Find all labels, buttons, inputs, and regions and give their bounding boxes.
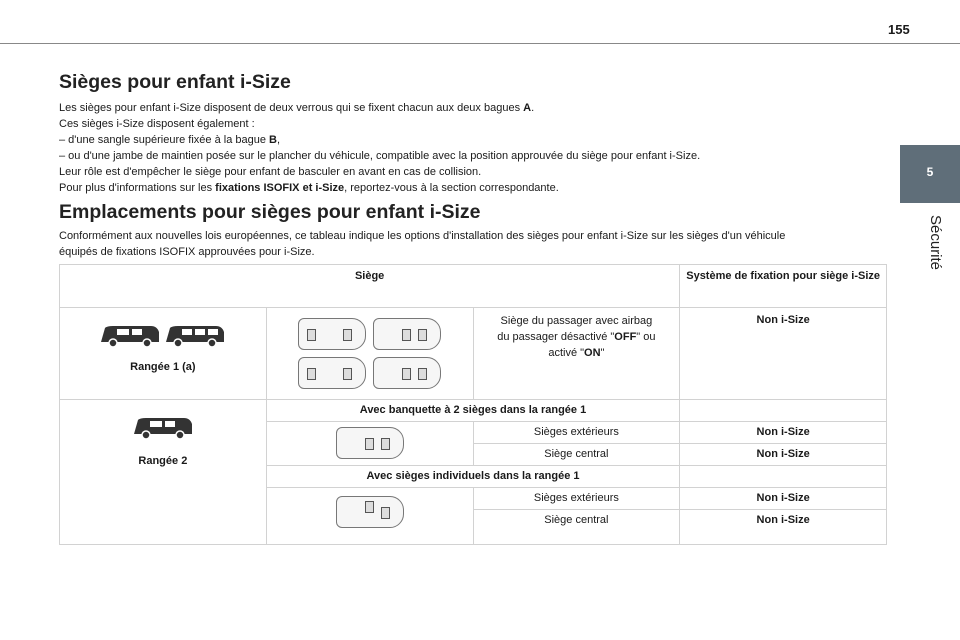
group2-outer-value: Non i-Size — [680, 488, 887, 510]
row1-label-cell — [60, 308, 267, 400]
seat-layout-icon — [298, 357, 366, 389]
row1-value: Non i-Size — [680, 308, 887, 400]
group2-title: Avec sièges individuels dans la rangée 1 — [266, 466, 680, 488]
row2-label: Rangée 2 — [138, 455, 188, 467]
section-locations-text — [59, 228, 879, 260]
group1-outer-label: Sièges extérieurs — [473, 422, 680, 444]
group2-center-label: Siège central — [473, 510, 680, 545]
text-line: – ou d'une jambe de maintien posée sur le plancher du véhicule, compatible avec la position approuvée du siège pour enfant i-Size. — [59, 150, 701, 162]
group1-spacer — [680, 400, 887, 422]
chapter-title: Sécurité — [927, 215, 944, 271]
top-divider — [0, 43, 960, 44]
section-title-isize: Sièges pour enfant i-Size — [59, 71, 291, 93]
text-line: Ces sièges i-Size disposent également : — [59, 118, 255, 130]
text-line: Les sièges pour enfant i-Size disposent de deux verrous qui se fixent chacun aux deux bagues A. — [59, 102, 535, 114]
row1-label: Rangée 1 (a) — [130, 361, 196, 373]
van-icon — [132, 414, 194, 443]
group1-title: Avec banquette à 2 sièges dans la rangée 1 — [266, 400, 680, 422]
text-line: Leur rôle est d'empêcher le siège pour enfant de basculer en avant en cas de collision. — [59, 166, 482, 178]
header-system: Système de fixation pour siège i-Size — [680, 265, 887, 308]
row1-description: Siège du passager avec airbag du passager désactivé "OFF" ou activé "ON" — [473, 308, 680, 400]
text-line: – d'une sangle supérieure fixée à la bague B, — [59, 134, 281, 146]
van-icon — [99, 322, 161, 351]
group2-center-value: Non i-Size — [680, 510, 887, 545]
group2-outer-label: Sièges extérieurs — [473, 488, 680, 510]
header-seat: Siège — [60, 265, 680, 308]
chapter-number: 5 — [926, 165, 934, 179]
seat-layout-icon — [373, 357, 441, 389]
row2-label-cell — [60, 400, 267, 545]
group1-outer-value: Non i-Size — [680, 422, 887, 444]
group2-seat-diagram — [266, 488, 473, 545]
row1-seat-diagram — [266, 308, 473, 400]
seat-layout-icon — [373, 318, 441, 350]
section-title-locations: Emplacements pour sièges pour enfant i-Size — [59, 201, 481, 223]
van-icon — [164, 322, 226, 351]
text-line: Pour plus d'informations sur les fixations ISOFIX et i-Size, reportez-vous à la section correspondante. — [59, 182, 559, 194]
group1-seat-diagram — [266, 422, 473, 466]
text-line: Conformément aux nouvelles lois européennes, ce tableau indique les options d'installation des sièges pour enfant i-Size sur les sièges d'un véhicule — [59, 230, 786, 242]
text-line: équipés de fixations ISOFIX approuvées pour i-Size. — [59, 246, 315, 258]
isize-table — [59, 264, 887, 545]
group2-spacer — [680, 466, 887, 488]
seat-layout-icon — [336, 496, 404, 528]
group1-center-value: Non i-Size — [680, 444, 887, 466]
page-number: 155 — [888, 22, 910, 37]
seat-layout-icon — [336, 427, 404, 459]
section-isize-text — [59, 100, 879, 196]
seat-layout-icon — [298, 318, 366, 350]
group1-center-label: Siège central — [473, 444, 680, 466]
